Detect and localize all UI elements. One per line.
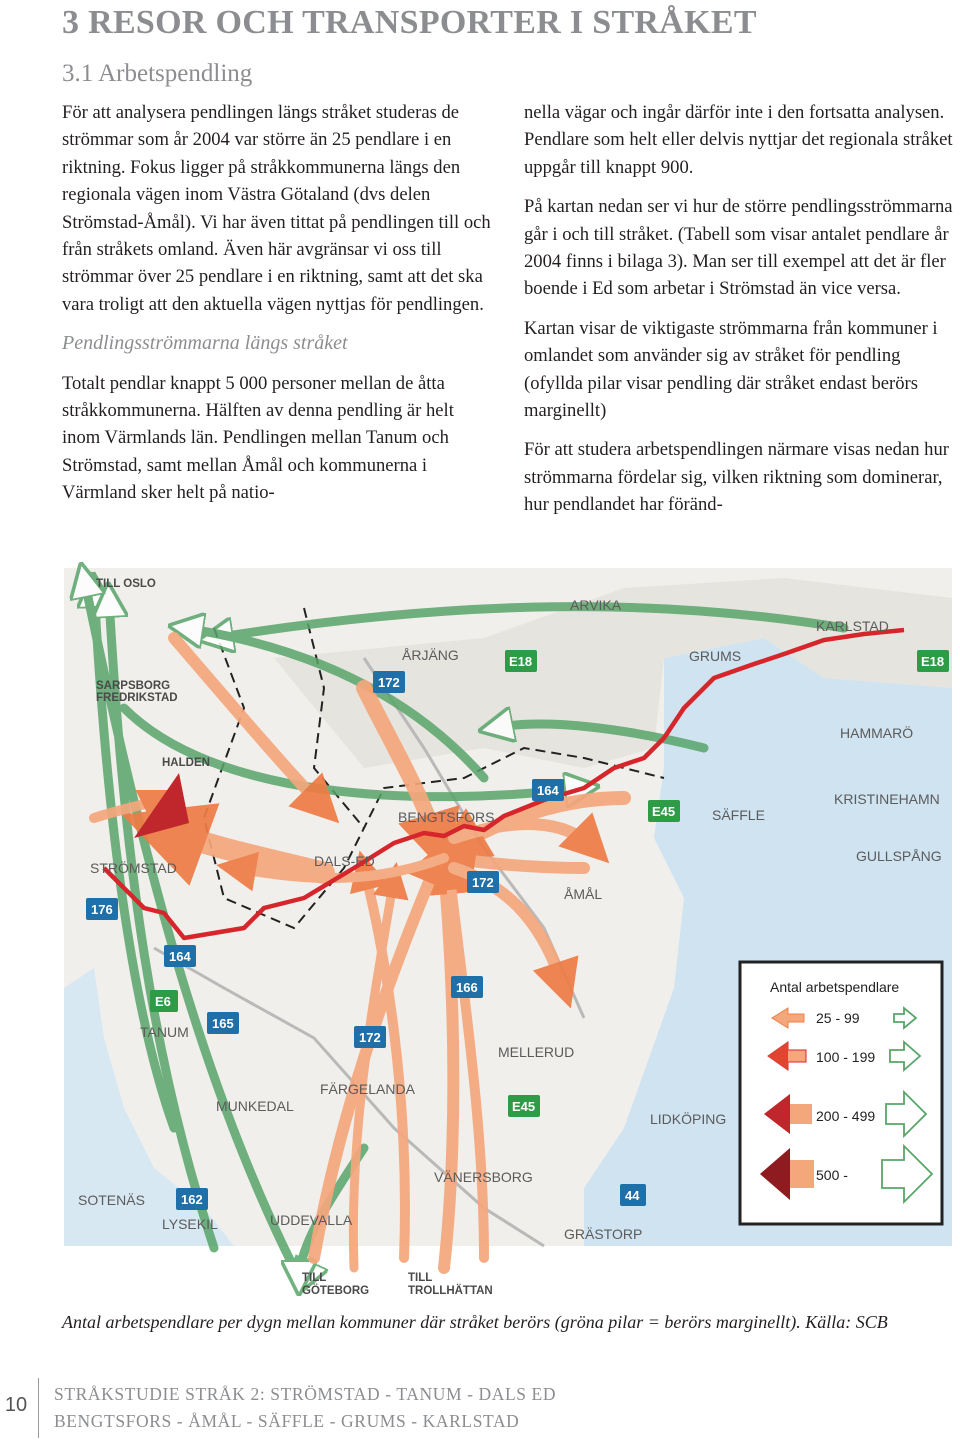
- label-lysekil: LYSEKIL: [162, 1216, 218, 1232]
- road-164-b: 164: [169, 949, 191, 964]
- right-paragraph-3: Kartan visar de viktigaste strömmarna från kommuner i omlandet som använder sig av stråket för pendling (ofyllda pilar visar pendling där stråket endast berörs marginellt): [524, 317, 938, 422]
- legend-row-1: 25 - 99: [816, 1010, 860, 1026]
- road-e6: E6: [155, 994, 171, 1009]
- chapter-heading: 3 RESOR OCH TRANSPORTER I STRÅKET: [62, 4, 757, 41]
- footer-title-line-2: BENGTSFORS - ÅMÅL - SÄFFLE - GRUMS - KARLSTAD: [54, 1411, 520, 1431]
- label-gullspang: GULLSPÅNG: [856, 848, 942, 864]
- road-162: 162: [181, 1192, 203, 1207]
- road-164-a: 164: [537, 783, 559, 798]
- label-fargelanda: FÄRGELANDA: [320, 1081, 415, 1097]
- label-till-goteborg-1: TILL: [302, 1272, 327, 1284]
- label-munkedal: MUNKEDAL: [216, 1098, 294, 1114]
- road-172-c: 172: [359, 1030, 381, 1045]
- legend-row-4: 500 -: [816, 1167, 848, 1183]
- left-paragraph-2: Totalt pendlar knappt 5 000 personer mellan de åtta stråkkommunerna. Hälften av denna pendling är helt inom Värmlands län. Pendlingen mellan Tanum och Strömstad, samt mellan Åmål och kommunerna i Värmland sker helt på natio-: [62, 372, 454, 504]
- right-column: [524, 99, 956, 531]
- legend-row-2: 100 - 199: [816, 1049, 876, 1065]
- left-paragraph-1: För att analysera pendlingen längs stråket studeras de strömmar som år 2004 var större än 25 pendlare i en riktning. Fokus ligger på stråkkommunerna längs den regionala vägen inom Västra Götaland (dvs delen Strömstad-Åmål). Vi har även tittat på pendlingen till och från stråkets omland. Även här avgränsar vi oss till strömmar över 25 pendlare i en riktning, samt att det ska vara troligt att den aktuella vägen nyttjas för pendlingen.: [62, 102, 491, 315]
- left-column: [62, 99, 494, 519]
- label-mellerud: MELLERUD: [498, 1044, 575, 1060]
- label-arjang: ÅRJÄNG: [402, 647, 459, 663]
- road-176: 176: [91, 902, 113, 917]
- road-166: 166: [456, 980, 478, 995]
- label-till-oslo: TILL OSLO: [96, 578, 156, 590]
- road-172-a: 172: [378, 675, 400, 690]
- label-saffle: SÄFFLE: [712, 807, 765, 823]
- label-grums: GRUMS: [689, 648, 742, 664]
- label-vanersborg: VÄNERSBORG: [434, 1169, 533, 1185]
- footer-divider: [38, 1378, 39, 1438]
- right-paragraph-2: På kartan nedan ser vi hur de större pendlingsströmmarna går i och till stråket. (Tabell som visar antalet pendlare år 2004 finns i bilaga 3). Man ser till exempel att det är fler boende i Ed som arbetar i Strömstad än vice versa.: [524, 196, 953, 300]
- label-lidkoping: LIDKÖPING: [650, 1111, 727, 1127]
- label-hammaro: HAMMARÖ: [840, 725, 914, 741]
- label-bengtsfors: BENGTSFORS: [398, 809, 495, 825]
- right-paragraph-1: nella vägar och ingår därför inte i den fortsatta analysen. Pendlare som helt eller delvis nyttjar det regionala stråket uppgår till knappt 900.: [524, 102, 953, 178]
- label-sotenas: SOTENÄS: [78, 1192, 145, 1208]
- section-subtitle: Pendlingsströmmarna längs stråket: [62, 332, 348, 355]
- label-halden: HALDEN: [162, 757, 210, 769]
- label-dals-ed: DALS-ED: [314, 853, 375, 869]
- label-stromstad: STRÖMSTAD: [90, 860, 177, 876]
- label-grastorp: GRÄSTORP: [564, 1226, 643, 1242]
- page-number: 10: [4, 1394, 28, 1416]
- label-fredrikstad: FREDRIKSTAD: [96, 692, 178, 704]
- section-heading: 3.1 Arbetspendling: [62, 60, 253, 87]
- label-sarpsborg: SARPSBORG: [96, 680, 171, 692]
- road-e18-b: E18: [921, 654, 945, 669]
- road-e45-b: E45: [512, 1099, 536, 1114]
- legend-title: Antal arbetspendlare: [770, 979, 900, 995]
- road-e45-a: E45: [652, 804, 676, 819]
- label-till-goteborg-2: GÖTEBORG: [302, 1285, 370, 1297]
- label-kristinehamn: KRISTINEHAMN: [834, 791, 940, 807]
- road-172-b: 172: [472, 875, 494, 890]
- map-caption: Antal arbetspendlare per dygn mellan kommuner där stråket berörs (gröna pilar = berörs marginellt). Källa: SCB: [62, 1312, 888, 1332]
- road-44: 44: [625, 1188, 640, 1203]
- label-till-trollhattan-1: TILL: [408, 1272, 433, 1284]
- legend-row-3: 200 - 499: [816, 1108, 876, 1124]
- footer-title-line-1: STRÅKSTUDIE STRÅK 2: STRÖMSTAD - TANUM - DALS ED: [54, 1384, 557, 1404]
- label-karlstad: KARLSTAD: [816, 618, 889, 634]
- label-till-trollhattan-2: TROLLHÄTTAN: [408, 1285, 493, 1297]
- road-165: 165: [212, 1016, 234, 1031]
- map-legend: [740, 962, 942, 1224]
- commuting-map: [64, 568, 952, 1297]
- road-e18-a: E18: [509, 654, 533, 669]
- label-amal: ÅMÅL: [564, 886, 603, 902]
- label-arvika: ARVIKA: [570, 597, 622, 613]
- right-paragraph-4: För att studera arbetspendlingen närmare visas nedan hur strömmarna fördelar sig, vilken riktning som dominerar, hur pendlandet har föränd-: [524, 439, 949, 516]
- label-tanum: TANUM: [140, 1024, 189, 1040]
- label-uddevalla: UDDEVALLA: [270, 1212, 353, 1228]
